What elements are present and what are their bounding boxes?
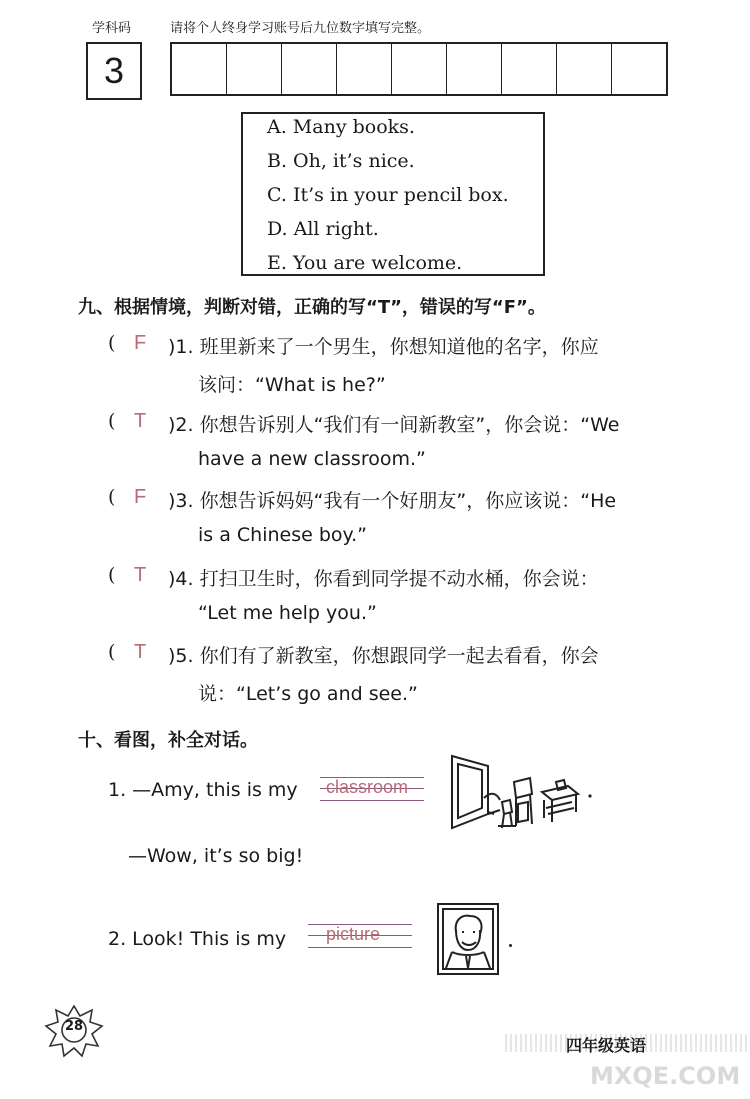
item-2-line-2: have a new classroom.” (198, 448, 426, 470)
header-instruction: 请将个人终身学习账号后九位数字填写完整。 (170, 21, 431, 36)
section-10-title: 十、看图，补全对话。 (78, 730, 258, 751)
left-paren: ( (108, 641, 116, 663)
q2-prefix: 2. Look! This is my (108, 928, 287, 950)
digit-cell[interactable] (172, 44, 227, 94)
q1-prefix: 1. —Amy, this is my (108, 779, 298, 801)
option-c: C. It’s in your pencil box. (267, 184, 509, 206)
option-e: E. You are welcome. (267, 252, 463, 274)
q1-answer-blank[interactable] (320, 777, 424, 801)
left-paren: ( (108, 564, 116, 586)
left-paren: ( (108, 332, 116, 354)
left-paren: ( (108, 410, 116, 432)
subject-code-label: 学科码 (92, 21, 132, 36)
option-b: B. Oh, it’s nice. (267, 150, 415, 172)
option-a: A. Many books. (267, 116, 415, 138)
q1-reply: —Wow, it’s so big! (128, 845, 304, 867)
answer-5[interactable]: T (134, 641, 147, 663)
classroom-illustration (444, 752, 592, 834)
item-4-line-2: “Let me help you.” (198, 602, 377, 624)
q2-period (509, 944, 512, 947)
digit-cell[interactable] (447, 44, 502, 94)
answer-2[interactable]: T (134, 410, 147, 432)
page-number: 28 (64, 1019, 84, 1034)
left-paren: ( (108, 486, 116, 508)
section-9-title: 九、根据情境，判断对错，正确的写“T”，错误的写“F”。 (78, 297, 546, 318)
watermark: MXQE.COM (590, 1062, 741, 1090)
subject-code: 3 (103, 50, 125, 91)
item-3-line-2: is a Chinese boy.” (198, 524, 367, 546)
item-5-line-1: )5. 你们有了新教室，你想跟同学一起去看看，你会 (168, 645, 599, 667)
digit-cell[interactable] (612, 44, 666, 94)
item-4-line-1: )4. 打扫卫生时，你看到同学提不动水桶，你会说： (168, 568, 599, 590)
item-3-line-1: )3. 你想告诉妈妈“我有一个好朋友”，你应该说：“He (168, 490, 617, 512)
item-2-line-1: )2. 你想告诉别人“我们有一间新教室”，你会说：“We (168, 414, 620, 436)
digit-cell[interactable] (557, 44, 612, 94)
q2-answer: picture (326, 924, 381, 944)
digit-cell[interactable] (392, 44, 447, 94)
subject-code-box (86, 42, 142, 100)
item-1-line-1: )1. 班里新来了一个男生，你想知道他的名字，你应 (168, 336, 599, 358)
answer-options-box (241, 112, 545, 276)
answer-3[interactable]: F (134, 486, 147, 508)
item-5-line-2: 说：“Let’s go and see.” (198, 683, 418, 705)
book-title: 四年级英语 (566, 1036, 647, 1055)
portrait-frame-illustration (436, 902, 500, 976)
digit-cell[interactable] (502, 44, 557, 94)
q2-answer-blank[interactable] (308, 924, 412, 948)
account-digit-boxes[interactable] (170, 42, 668, 96)
answer-4[interactable]: T (134, 564, 147, 586)
q1-answer: classroom (326, 777, 409, 797)
answer-1[interactable]: F (134, 332, 147, 354)
option-d: D. All right. (267, 218, 379, 240)
digit-cell[interactable] (227, 44, 282, 94)
item-1-line-2: 该问：“What is he?” (198, 374, 386, 396)
digit-cell[interactable] (282, 44, 337, 94)
digit-cell[interactable] (337, 44, 392, 94)
